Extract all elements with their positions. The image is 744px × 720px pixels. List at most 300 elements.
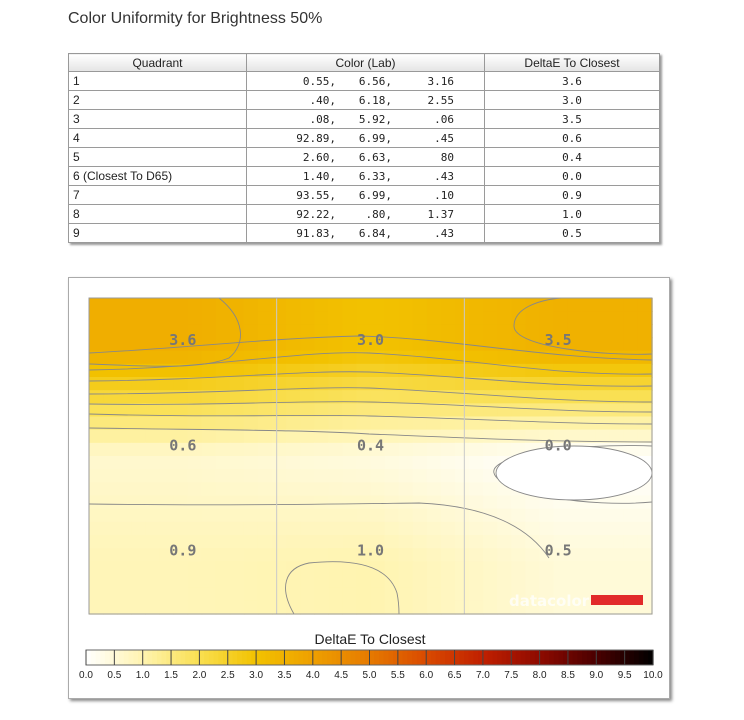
heatmap-cell xyxy=(103,443,118,457)
heatmap-cell xyxy=(413,601,428,615)
heatmap-cell xyxy=(511,496,526,510)
heatmap-cell xyxy=(286,443,301,457)
heatmap-cell xyxy=(230,351,245,365)
heatmap-cell xyxy=(385,443,400,457)
heatmap-cell xyxy=(173,588,188,602)
heatmap-cell xyxy=(188,575,203,589)
heatmap-cell xyxy=(441,456,456,470)
heatmap-cell xyxy=(371,311,386,325)
heatmap-cell xyxy=(314,496,329,510)
lab-a: 6.33, xyxy=(358,169,392,183)
heatmap-cell xyxy=(159,417,174,431)
heatmap-cell xyxy=(356,496,371,510)
heatmap-cell xyxy=(145,509,160,523)
heatmap-cell xyxy=(145,535,160,549)
heatmap-cell xyxy=(497,430,512,444)
table-row xyxy=(69,110,660,129)
heatmap-cell xyxy=(399,469,414,483)
colorbar-segment xyxy=(426,650,431,665)
heatmap-cell xyxy=(511,575,526,589)
heatmap-cell xyxy=(610,509,625,523)
heatmap-cell xyxy=(272,456,287,470)
colorbar-segment xyxy=(587,650,592,665)
colorbar-tick-label: 1.0 xyxy=(135,670,150,681)
heatmap-cell xyxy=(483,364,498,378)
heatmap-cell xyxy=(624,403,639,417)
heatmap-cell xyxy=(385,601,400,615)
heatmap-cell xyxy=(272,417,287,431)
colorbar-segment xyxy=(270,650,275,665)
heatmap-cell xyxy=(624,338,639,352)
heatmap-cell xyxy=(441,522,456,536)
colorbar-segment xyxy=(266,650,271,665)
value-label: 0.9 xyxy=(169,541,197,560)
heatmap-cell xyxy=(314,535,329,549)
colorbar-title: DeltaE To Closest xyxy=(314,631,426,647)
heatmap-cell xyxy=(202,417,217,431)
heatmap-cell xyxy=(300,575,315,589)
heatmap-cell xyxy=(103,561,118,575)
heatmap-cell xyxy=(131,601,146,615)
table-row xyxy=(69,91,660,110)
heatmap-cell xyxy=(216,575,231,589)
heatmap-cell xyxy=(300,509,315,523)
heatmap-cell xyxy=(610,548,625,562)
heatmap-cell xyxy=(258,535,273,549)
lab-cell xyxy=(247,72,485,91)
heatmap-cell xyxy=(455,548,470,562)
heatmap-cell xyxy=(342,469,357,483)
heatmap-cell xyxy=(610,311,625,325)
colorbar-segment xyxy=(152,650,157,665)
heatmap-cell xyxy=(455,324,470,338)
colorbar-segment xyxy=(469,650,474,665)
heatmap-cell xyxy=(328,482,343,496)
heatmap-cell xyxy=(413,588,428,602)
heatmap-cell xyxy=(202,443,217,457)
heatmap-cell xyxy=(385,469,400,483)
heatmap-cell xyxy=(103,522,118,536)
heatmap-cell xyxy=(117,390,132,404)
heatmap-cell xyxy=(455,377,470,391)
heatmap-cell xyxy=(568,522,583,536)
heatmap-cell xyxy=(188,561,203,575)
heatmap-cell xyxy=(258,509,273,523)
heatmap-cell xyxy=(230,588,245,602)
heatmap-cell xyxy=(497,561,512,575)
colorbar-segment xyxy=(360,650,365,665)
heatmap-cell xyxy=(582,403,597,417)
heatmap-cell xyxy=(131,324,146,338)
heatmap-cell xyxy=(202,535,217,549)
heatmap-cell xyxy=(539,561,554,575)
quadrant-cell: 8 xyxy=(69,205,247,224)
lab-b: 80 xyxy=(440,150,454,164)
heatmap-cell xyxy=(356,509,371,523)
colorbar-segment xyxy=(629,650,634,665)
heatmap-cell xyxy=(624,575,639,589)
heatmap-cell xyxy=(497,390,512,404)
heatmap-cell xyxy=(342,456,357,470)
table-row xyxy=(69,167,660,186)
heatmap-cell xyxy=(272,298,287,312)
heatmap-cell xyxy=(582,390,597,404)
heatmap-cell xyxy=(89,601,104,615)
heatmap-cell xyxy=(188,298,203,312)
heatmap-cell xyxy=(314,482,329,496)
heatmap-cell xyxy=(497,535,512,549)
heatmap-cell xyxy=(469,298,484,312)
heatmap-cell xyxy=(525,535,540,549)
colorbar-segment xyxy=(105,650,110,665)
heatmap-cell xyxy=(188,377,203,391)
heatmap-cell xyxy=(131,509,146,523)
heatmap-cell xyxy=(539,575,554,589)
heatmap-cell xyxy=(300,496,315,510)
heatmap-cell xyxy=(525,430,540,444)
heatmap-cell xyxy=(314,601,329,615)
heatmap-cell xyxy=(399,390,414,404)
heatmap-cell xyxy=(173,298,188,312)
heatmap-cell xyxy=(216,403,231,417)
value-label: 0.0 xyxy=(544,436,572,455)
heatmap-cell xyxy=(286,469,301,483)
heatmap-cell xyxy=(131,430,146,444)
heatmap-cell xyxy=(638,338,653,352)
heatmap-cell xyxy=(216,522,231,536)
colorbar-segment xyxy=(332,650,337,665)
heatmap-cell xyxy=(441,364,456,378)
heatmap-cell xyxy=(441,575,456,589)
heatmap-cell xyxy=(427,403,442,417)
heatmap-cell xyxy=(328,364,343,378)
heatmap-cell xyxy=(230,417,245,431)
heatmap-cell xyxy=(582,575,597,589)
heatmap-cell xyxy=(427,509,442,523)
heatmap-cell xyxy=(314,364,329,378)
heatmap-cell xyxy=(497,443,512,457)
heatmap-cell xyxy=(638,443,653,457)
colorbar-segment xyxy=(445,650,450,665)
heatmap-cell xyxy=(399,456,414,470)
heatmap-cell xyxy=(244,601,259,615)
heatmap-cell xyxy=(131,377,146,391)
heatmap-cell xyxy=(173,469,188,483)
heatmap-cell xyxy=(624,324,639,338)
heatmap-cell xyxy=(342,338,357,352)
colorbar-segment xyxy=(199,650,204,665)
colorbar-tick-label: 10.0 xyxy=(643,670,663,681)
heatmap-cell xyxy=(89,403,104,417)
heatmap-cell xyxy=(328,588,343,602)
heatmap-cell xyxy=(385,496,400,510)
heatmap-cell xyxy=(145,601,160,615)
heatmap-cell xyxy=(553,351,568,365)
colorbar-segment xyxy=(275,650,280,665)
heatmap-cell xyxy=(638,509,653,523)
heatmap-cell xyxy=(244,482,259,496)
heatmap-cell xyxy=(159,456,174,470)
heatmap-cell xyxy=(413,390,428,404)
colorbar-segment xyxy=(644,650,649,665)
colorbar-segment xyxy=(327,650,332,665)
heatmap-cell xyxy=(131,482,146,496)
heatmap-cell xyxy=(131,535,146,549)
heatmap-cell xyxy=(511,548,526,562)
heatmap-cell xyxy=(89,456,104,470)
heatmap-cell xyxy=(469,443,484,457)
heatmap-cell xyxy=(173,311,188,325)
heatmap-cell xyxy=(371,469,386,483)
heatmap-cell xyxy=(145,417,160,431)
heatmap-cell xyxy=(455,469,470,483)
heatmap-cell xyxy=(117,496,132,510)
colorbar-segment xyxy=(124,650,129,665)
lab-a: 6.99, xyxy=(358,188,392,202)
heatmap-cell xyxy=(469,561,484,575)
heatmap-cell xyxy=(314,417,329,431)
heatmap-cell xyxy=(399,548,414,562)
heatmap-cell xyxy=(511,430,526,444)
heatmap-cell xyxy=(525,298,540,312)
heatmap-cell xyxy=(399,575,414,589)
value-label: 1.0 xyxy=(356,541,385,560)
heatmap-cell xyxy=(145,390,160,404)
heatmap-cell xyxy=(286,535,301,549)
heatmap-cell xyxy=(328,377,343,391)
header-quadrant: Quadrant xyxy=(69,54,247,72)
colorbar-tick-label: 2.5 xyxy=(220,670,235,681)
colorbar-tick-label: 2.0 xyxy=(192,670,207,681)
heatmap-cell xyxy=(469,417,484,431)
page-title: Color Uniformity for Brightness 50% xyxy=(68,10,323,27)
quadrant-cell: 6 (Closest To D65) xyxy=(69,167,247,186)
heatmap-cell xyxy=(145,482,160,496)
heatmap-cell xyxy=(145,496,160,510)
heatmap-cell xyxy=(483,338,498,352)
heatmap-cell xyxy=(117,535,132,549)
heatmap-cell xyxy=(286,496,301,510)
heatmap-cell xyxy=(272,496,287,510)
colorbar-segment xyxy=(303,650,308,665)
heatmap-cell xyxy=(610,535,625,549)
heatmap-cell xyxy=(483,430,498,444)
heatmap-cell xyxy=(525,390,540,404)
heatmap-cell xyxy=(525,377,540,391)
heatmap-cell xyxy=(244,430,259,444)
colorbar-tick-label: 4.5 xyxy=(334,670,349,681)
colorbar-segment xyxy=(318,650,323,665)
colorbar-tick-label: 0.5 xyxy=(107,670,122,681)
heatmap-cell xyxy=(230,377,245,391)
heatmap-cell xyxy=(469,496,484,510)
heatmap-cell xyxy=(596,509,611,523)
heatmap-cell xyxy=(553,509,568,523)
heatmap-cell xyxy=(89,535,104,549)
heatmap-cell xyxy=(89,548,104,562)
heatmap-cell xyxy=(582,561,597,575)
heatmap-cell xyxy=(441,496,456,510)
heatmap-cell xyxy=(413,482,428,496)
colorbar-segment xyxy=(388,650,393,665)
heatmap-cell xyxy=(483,522,498,536)
colorbar-segment xyxy=(639,650,644,665)
heatmap-cell xyxy=(314,588,329,602)
heatmap-cell xyxy=(258,601,273,615)
heatmap-cell xyxy=(342,482,357,496)
heatmap-cell xyxy=(371,509,386,523)
heatmap-cell xyxy=(441,469,456,483)
heatmap-cell xyxy=(272,588,287,602)
heatmap-cell xyxy=(525,509,540,523)
colorbar-segment xyxy=(568,650,573,665)
heatmap-cell xyxy=(399,535,414,549)
heatmap-cell xyxy=(342,548,357,562)
heatmap-cell xyxy=(314,311,329,325)
heatmap-cell xyxy=(596,311,611,325)
deltae-cell: 3.0 xyxy=(485,91,660,110)
colorbar-segment xyxy=(407,650,412,665)
colorbar-segment xyxy=(256,650,261,665)
heatmap-cell xyxy=(356,588,371,602)
heatmap-cell xyxy=(483,496,498,510)
heatmap-cell xyxy=(117,443,132,457)
heatmap-cell xyxy=(342,417,357,431)
heatmap-cell xyxy=(272,535,287,549)
colorbar-segment xyxy=(615,650,620,665)
colorbar-segment xyxy=(100,650,105,665)
heatmap-cell xyxy=(216,430,231,444)
heatmap-cell xyxy=(314,443,329,457)
heatmap-cell xyxy=(117,482,132,496)
heatmap-cell xyxy=(272,430,287,444)
lab-l: .40, xyxy=(309,93,336,107)
heatmap-cell xyxy=(568,509,583,523)
colorbar-segment xyxy=(601,650,606,665)
colorbar-tick-label: 7.0 xyxy=(475,670,490,681)
heatmap-cell xyxy=(582,377,597,391)
lab-cell xyxy=(247,224,485,243)
colorbar-segment xyxy=(634,650,639,665)
heatmap-cell xyxy=(399,377,414,391)
heatmap-cell xyxy=(413,298,428,312)
heatmap-cell xyxy=(399,496,414,510)
colorbar-segment xyxy=(544,650,549,665)
heatmap-cell xyxy=(117,601,132,615)
heatmap-cell xyxy=(497,548,512,562)
heatmap-cell xyxy=(371,522,386,536)
heatmap-cell xyxy=(328,298,343,312)
heatmap-cell xyxy=(230,469,245,483)
heatmap-cell xyxy=(483,575,498,589)
heatmap-cell xyxy=(230,509,245,523)
heatmap-cell xyxy=(131,456,146,470)
heatmap-cell xyxy=(258,403,273,417)
colorbar-segment xyxy=(582,650,587,665)
heatmap-cell xyxy=(202,430,217,444)
heatmap-cell xyxy=(173,351,188,365)
heatmap-cell xyxy=(314,575,329,589)
heatmap-cell xyxy=(342,298,357,312)
heatmap-cell xyxy=(159,575,174,589)
heatmap-cell xyxy=(610,377,625,391)
heatmap-cell xyxy=(469,548,484,562)
colorbar-segment xyxy=(488,650,493,665)
heatmap-cell xyxy=(103,548,118,562)
heatmap-cell xyxy=(230,561,245,575)
heatmap-cell xyxy=(469,482,484,496)
heatmap-cell xyxy=(131,311,146,325)
colorbar-segment xyxy=(549,650,554,665)
heatmap-cell xyxy=(286,298,301,312)
heatmap-cell xyxy=(568,417,583,431)
colorbar-segment xyxy=(313,650,318,665)
colorbar-segment xyxy=(162,650,167,665)
heatmap-cell xyxy=(413,364,428,378)
heatmap-cell xyxy=(145,469,160,483)
heatmap-cell xyxy=(131,443,146,457)
heatmap-cell xyxy=(216,469,231,483)
heatmap-cell xyxy=(371,588,386,602)
heatmap-cell xyxy=(258,548,273,562)
heatmap-cell xyxy=(117,588,132,602)
colorbar-segment xyxy=(242,650,247,665)
heatmap-cell xyxy=(483,588,498,602)
heatmap-cell xyxy=(173,403,188,417)
header-deltae: DeltaE To Closest xyxy=(485,54,660,72)
quadrant-cell: 1 xyxy=(69,72,247,91)
heatmap-cell xyxy=(328,311,343,325)
heatmap-cell xyxy=(483,298,498,312)
heatmap-cell xyxy=(103,298,118,312)
heatmap-cell xyxy=(399,417,414,431)
heatmap-cell xyxy=(103,535,118,549)
colorbar-segment xyxy=(540,650,545,665)
value-label: 0.5 xyxy=(544,541,572,560)
heatmap-cell xyxy=(89,522,104,536)
heatmap-cell xyxy=(511,377,526,391)
heatmap-cell xyxy=(399,311,414,325)
deltae-cell: 0.4 xyxy=(485,148,660,167)
lab-a: .80, xyxy=(365,207,392,221)
heatmap-cell xyxy=(525,575,540,589)
heatmap-cell xyxy=(89,338,104,352)
colorbar-segment xyxy=(431,650,436,665)
heatmap-cell xyxy=(328,548,343,562)
heatmap-cell xyxy=(244,338,259,352)
heatmap-cell xyxy=(216,324,231,338)
heatmap-cell xyxy=(89,469,104,483)
colorbar-tick-label: 9.5 xyxy=(617,670,632,681)
heatmap-cell xyxy=(131,496,146,510)
heatmap-cell xyxy=(483,535,498,549)
heatmap-cell xyxy=(441,588,456,602)
heatmap-cell xyxy=(103,390,118,404)
heatmap-cell xyxy=(427,548,442,562)
heatmap-cell xyxy=(356,482,371,496)
heatmap-cell xyxy=(511,403,526,417)
heatmap-cell xyxy=(469,338,484,352)
colorbar-segment xyxy=(185,650,190,665)
heatmap-cell xyxy=(342,311,357,325)
heatmap-cell xyxy=(258,469,273,483)
heatmap-cell xyxy=(427,496,442,510)
heatmap-cell xyxy=(469,456,484,470)
heatmap-cell xyxy=(202,588,217,602)
heatmap-cell xyxy=(455,298,470,312)
colorbar-segment xyxy=(351,650,356,665)
quadrant-cell: 2 xyxy=(69,91,247,110)
